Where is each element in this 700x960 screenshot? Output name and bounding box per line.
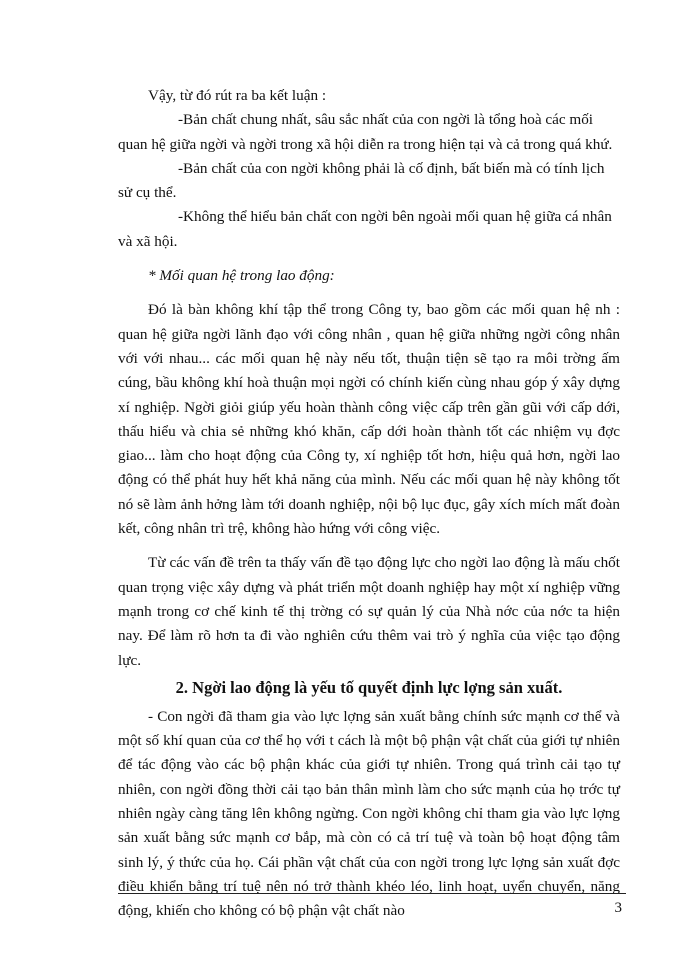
conclusion-item-2: -Bản chất của con ngời không phải là cố định, bất biến mà có tính lịch sử cụ thể. [118,159,605,202]
body-paragraph: - Con ngời đã tham gia vào lực lợng sản xuất bằng chính sức mạnh cơ thể và một số khí quan của cơ thể họ với t cách là một bộ phận vật chất của giới tự nhiên để tác động vào các bộ phận khác của giới tự nhiên. Trong quá trình cải tạo tự nhiên, con ngời đồng thời cải tạo bản thân mình làm cho sức mạnh của họ trớc tự nhiên ngày càng tăng lên không ngừng. Con ngời không chỉ tham gia vào lực lợng sản xuất bằng sức mạnh cơ bắp, mà còn có cả trí tuệ và toàn bộ hoạt động tâm sinh lý, ý thức của họ. Cái phần vật chất của con ngời trong lực lợng sản xuất đợc điều khiển bằng trí tuệ nên nó trở thành khéo léo, linh hoạt, uyển chuyển, năng động, khiến cho không có bộ phận vật chất nào [118,707,620,920]
subsection-title: * Mối quan hệ trong lao động: [148,267,335,285]
page-number: 3 [614,900,622,916]
body-paragraph: Đó là bàn không khí tập thể trong Công ty, bao gồm các mối quan hệ nh : quan hệ giữa ngời lãnh đạo với công nhân , quan hệ giữa những ngời công nhân với với nhau... các mối quan hệ này nếu tốt, thuận tiện sẽ tạo ra môi trờng ấm cúng, bầu không khí hoà thuận mọi ngời có chính kiến cùng nhau góp ý xây dựng xí nghiệp. Ngời giỏi giúp yếu hoàn thành công việc cấp trên gần gũi với cấp dới, thấu hiểu và chia sẻ những khó khăn, cấp dới hoàn thành tốt các nhiệm vụ đợc giao... làm cho hoạt động của Công ty, xí nghiệp tốt hơn, hiệu quả hơn, ngời lao động có thể phát huy hết khả năng của mình. Nếu các mối quan hệ này không tốt nó sẽ làm ảnh hởng làm tới doanh nghiệp, nội bộ lục đục, gây xích mích mất đoàn kết, công nhân trì trệ, không hào hứng với công việc. [118,301,620,538]
body-paragraph: Từ các vấn đề trên ta thấy vấn đề tạo động lực cho ngời lao động là mấu chốt quan trọng việc xây dựng và phát triển một doanh nghiệp hay một xí nghiệp vững mạnh trong cơ chế kinh tế thị trờng có sự quản lý của Nhà nớc của nớc ta hiện nay. Để làm rõ hơn ta đi vào nghiên cứu thêm vai trò ý nghĩa của việc tạo động lực. [118,554,620,669]
page-body [118,84,620,924]
conclusion-item-1: -Bản chất chung nhất, sâu sắc nhất của con ngời là tổng hoà các mối quan hệ giữa ngời và ngời trong xã hội diễn ra trong hiện tại và cả trong quá khứ. [118,111,613,153]
footer-rule [118,893,626,894]
conclusion-item-3: -Không thể hiểu bản chất con ngời bên ngoài mối quan hệ giữa cá nhân và xã hội. [118,208,612,250]
conclusion-intro: Vậy, từ đó rút ra ba kết luận : [148,87,327,104]
section-heading: 2. Ngời lao động là yếu tố quyết định lực lợng sản xuất. [175,677,563,697]
